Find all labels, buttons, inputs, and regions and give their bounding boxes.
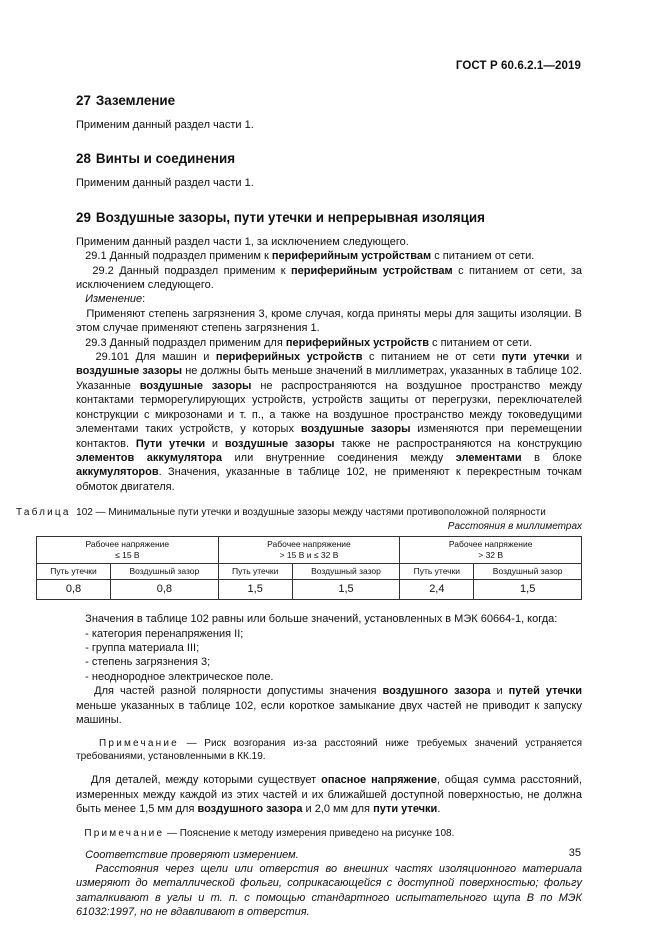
opp-text: меньше указанных в таблице 102, если короткое замыкание двух частей не приводит к запуску машины. [76,699,582,726]
table-102-block [16,506,582,600]
note-2-label: Примечание [84,827,165,839]
section-29-intro: Применим данный раздел части 1, за исключением следующего. [76,235,409,248]
note-2 [76,827,582,840]
group-3-line1: Рабочее напряжение [448,539,533,550]
table-caption-label: Таблица [16,507,71,519]
list-item [76,627,582,641]
p29-101-term: воздушные зазоры [300,423,411,436]
table-value-row [37,580,582,600]
paragraph-29-1 [76,249,582,263]
p29-101-term: воздушные зазоры [139,379,252,392]
p29-101-seg: и [205,437,225,450]
measurement-method-text: Расстояния через щели или отверстия во внешних частях изоляционного материала измеряют до металлической фольги, соприкасающейся с доступной поверхностью; фольгу заталкивают в углы и т. п. с помощью стандартного испытательного щупа B по МЭК 61032:1997, но не вдавливают в отверстия. [76,863,582,919]
table-cell: 0,8 [111,580,219,600]
p29-101-term: элементами [455,451,522,464]
note-2-text: — Пояснение к методу измерения приведено на рисунке 108. [164,827,455,839]
p29-101-term: Пути утечки [135,437,206,450]
list-item-text: - группа материала III; [85,641,200,654]
p29-3-text-a: 29.3 Данный подраздел применим для [85,336,286,349]
section-29-heading [76,209,582,227]
p29-1-text-a: 29.1 Данный подраздел применим к [85,250,272,263]
section-27-number: 27 [76,93,91,108]
p29-101-seg: . Значения, указанные в таблице 102, не применяют к перекрестным точкам обмоток двигателя. [76,466,582,493]
p29-101-seg: изменяются при перемещении контактов. [76,423,582,450]
change-label-colon: : [142,293,146,306]
section-29-number: 29 [76,209,91,225]
list-item [76,655,582,669]
p29-101-seg: в блоке [521,451,582,464]
opp-term: воздушного зазора [382,685,491,698]
table-caption-text: 102 — Минимальные пути утечки и воздушные зазоры между частями противоположной полярности [76,507,546,519]
section-28-title: Винты и соединения [95,151,236,167]
section-27-title: Заземление [95,93,176,108]
p29-3-text-c: с питанием от сети. [428,336,533,349]
group-2-line1: Рабочее напряжение [267,539,351,550]
change-label [76,292,582,306]
paragraph-29-101 [76,350,582,494]
p29-3-term: периферийных устройств [285,336,429,349]
group-1-line2: ≤ 15 В [115,550,140,561]
table-102 [36,536,582,600]
p29-101-seg: с питанием не от сети [362,351,502,364]
paragraph-29-2 [76,264,582,293]
table-cell: 0,8 [37,580,111,600]
p29-101-term: элементов аккумулятора [76,451,223,464]
opp-text: и [490,685,509,698]
haz-term: воздушного зазора [197,803,303,816]
p29-101-seg: не должны быть меньше значений в миллиметрах, указанных в таблице 102. Указанные [76,365,582,392]
p29-1-text-c: с питанием от сети. [431,250,535,263]
list-item [76,641,582,655]
table-subheader: Воздушный зазор [111,564,219,580]
change-text-body: Применяют степень загрязнения 3, кроме случая, когда приняты меры для защиты изоляции. В этом случае применяют степень загрязнения 1. [76,307,582,335]
list-item-text: - категория перенапряжения II; [85,627,244,640]
p29-101-seg: 29.101 Для машин и [95,351,216,364]
table-caption [16,506,586,520]
group-2-line2: > 15 В и ≤ 32 В [279,550,339,561]
p29-101-term: воздушные зазоры [76,365,183,378]
table-group-header-row [37,537,582,564]
change-text [76,307,582,336]
group-1-line1: Рабочее напряжение [85,539,170,550]
table-subheader-row [37,564,582,580]
p29-101-seg: и [569,351,582,364]
section-29-title: Воздушные зазоры, пути утечки и непрерывная изоляция [95,209,485,225]
section-27 [76,92,582,132]
section-27-heading [76,92,582,110]
p29-101-seg: не распространяются на воздушное пространство между контактами терморегулирующих устройств, устройств защиты от перегрузки, переключателей конструкции с микрозонами и т. п., а также на воздушное пространство между токоведущими элементами таких устройств, у которых [76,379,583,436]
p29-2-text-a: 29.2 Данный подраздел применим к [92,264,292,277]
hazardous-voltage-paragraph [76,773,582,816]
haz-text: Для деталей, между которыми существует [90,774,322,787]
page-number: 35 [568,847,581,859]
haz-term: пути утечки [373,803,438,816]
standard-header: ГОСТ Р 60.6.2.1—2019 [455,60,581,72]
conditions-intro [76,612,582,626]
list-item-text: - степень загрязнения 3; [85,656,211,669]
note-1-text: — Риск возгорания из-за расстояний ниже требуемых значений устраняется требованиями, установленными в КК.19. [76,738,582,763]
compliance-text: Соответствие проверяют измерением. [85,848,299,861]
note-1 [76,737,582,763]
note-1-label: Примечание [99,738,179,750]
haz-term: опасное напряжение [321,774,437,787]
section-27-text: Применим данный раздел части 1. [76,119,254,131]
opp-term: путей утечки [508,685,583,698]
section-28 [76,150,582,190]
haz-text: , общая сумма расстояний, измеренных между каждой из этих частей и их ближайшей доступной поверхностью, не должна быть менее 1,5 мм для [76,774,583,816]
change-label-text: Изменение [85,293,143,306]
compliance-statement [76,848,582,862]
section-28-text: Применим данный раздел части 1. [76,177,254,190]
table-cell: 2,4 [400,580,474,600]
table-cell: 1,5 [474,580,582,600]
p29-101-seg: или внутренние соединения между [222,451,456,464]
p29-2-text-c: с питанием от сети, за исключением следующего. [76,264,582,292]
table-subheader: Воздушный зазор [474,564,582,580]
table-subheader: Воздушный зазор [292,564,400,580]
table-cell: 1,5 [218,580,292,600]
p29-1-term: периферийным устройствам [271,250,432,263]
p29-101-term: периферийных устройств [215,351,363,364]
table-subheader: Путь утечки [218,564,292,580]
p29-101-term: воздушные зазоры [224,437,335,450]
opp-text: Для частей разной полярности допустимы значения [94,685,383,698]
page-content [16,92,583,920]
section-28-number: 28 [76,151,91,167]
p29-2-term: периферийным устройствам [291,264,453,277]
p29-101-term: пути утечки [501,351,570,364]
group-3-line2: > 32 В [478,550,504,561]
table-group-header [400,537,582,564]
section-28-heading [76,150,582,168]
list-item [76,670,582,684]
opposite-polarity-paragraph [76,684,582,727]
table-units: Расстояния в миллиметрах [447,521,582,533]
section-29 [76,209,582,494]
after-table [76,612,582,920]
table-group-header [218,537,400,564]
conditions-list [76,627,582,685]
list-item-text: - неоднородное электрическое поле. [85,670,274,683]
conditions-intro-text: Значения в таблице 102 равны или больше значений, установленных в МЭК 60664-1, когда: [85,613,558,626]
table-group-header [37,537,219,564]
haz-text: и 2,0 мм для [302,803,374,816]
paragraph-29-3 [76,336,582,350]
table-subheader: Путь утечки [37,564,111,580]
p29-101-seg: также не распространяются на конструкцию [334,437,582,450]
table-subheader: Путь утечки [400,564,474,580]
haz-text: . [437,803,441,816]
table-cell: 1,5 [292,580,400,600]
measurement-method [76,862,582,920]
p29-101-term: аккумуляторов [76,466,159,479]
